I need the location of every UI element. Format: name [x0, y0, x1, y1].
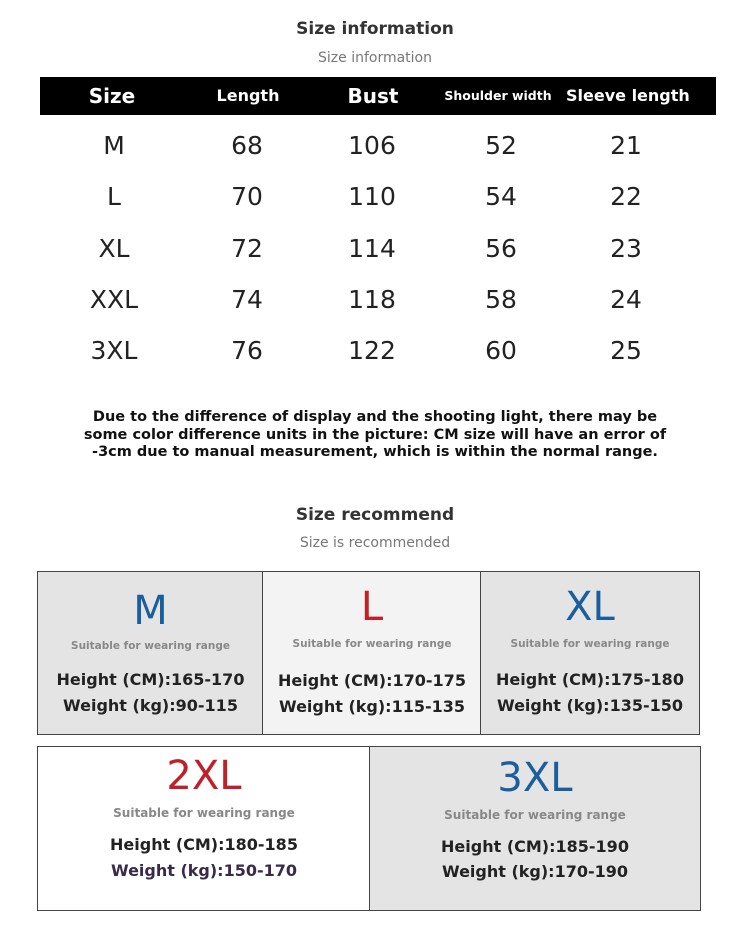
size-card-2xl	[37, 746, 371, 911]
card-range-label: Suitable for wearing range	[510, 638, 670, 650]
cell-length: 74	[231, 285, 263, 314]
size-table-header	[40, 77, 716, 115]
cell-shoulder: 52	[485, 131, 517, 160]
card-height: Height (CM):180-185	[110, 835, 298, 854]
cell-sleeve: 21	[610, 131, 642, 160]
size-card-m	[37, 571, 264, 735]
card-height: Height (CM):185-190	[441, 837, 629, 856]
card-weight: Weight (kg):115-135	[278, 697, 466, 716]
note-line: some color difference units in the picture: CM size will have an error of	[83, 426, 667, 443]
card-height: Height (CM):170-175	[278, 671, 466, 690]
size-info-title: Size information	[296, 19, 454, 39]
card-weight: Weight (kg):90-115	[63, 696, 238, 715]
cell-size: XXL	[89, 285, 139, 314]
cell-size: L	[107, 182, 121, 211]
card-range-label: Suitable for wearing range	[444, 808, 626, 822]
measurement-note	[60, 409, 690, 462]
card-height: Height (CM):175-180	[496, 670, 684, 689]
card-size-label: 2XL	[166, 753, 242, 799]
card-range-label: Suitable for wearing range	[113, 806, 295, 820]
header-size: Size	[88, 84, 136, 108]
cell-bust: 106	[348, 131, 396, 160]
size-info-subtitle: Size information	[318, 50, 432, 66]
cell-bust: 118	[348, 285, 396, 314]
size-recommend-title: Size recommend	[295, 505, 455, 525]
cell-sleeve: 22	[610, 182, 642, 211]
card-weight: Weight (kg):150-170	[110, 861, 298, 880]
card-range-label: Suitable for wearing range	[71, 640, 230, 652]
card-height: Height (CM):165-170	[56, 670, 245, 689]
cell-length: 72	[231, 234, 263, 263]
card-size-label: 3XL	[497, 755, 573, 801]
note-line: Due to the difference of display and the shooting light, there may be	[92, 409, 658, 425]
size-card-l	[262, 571, 482, 735]
card-size-label: M	[133, 588, 168, 634]
cell-bust: 110	[348, 182, 396, 211]
size-card-3xl	[369, 746, 701, 911]
note-line: -3cm due to manual measurement, which is within the normal range.	[92, 444, 658, 460]
cell-length: 68	[231, 131, 263, 160]
cell-bust: 114	[348, 234, 396, 263]
cell-sleeve: 25	[610, 336, 642, 365]
cell-sleeve: 24	[610, 285, 642, 314]
card-range-label: Suitable for wearing range	[292, 638, 452, 650]
card-weight: Weight (kg):135-150	[496, 696, 684, 715]
size-recommend-subtitle: Size is recommended	[299, 535, 451, 551]
cell-shoulder: 60	[485, 336, 517, 365]
header-sleeve-length: Sleeve length	[566, 86, 690, 105]
header-length: Length	[216, 86, 280, 105]
cell-size: 3XL	[90, 336, 138, 365]
card-weight: Weight (kg):170-190	[441, 862, 629, 881]
cell-shoulder: 58	[485, 285, 517, 314]
header-shoulder-width: Shoulder width	[444, 88, 552, 103]
cell-size: XL	[98, 234, 130, 263]
cell-size: M	[103, 131, 125, 160]
size-card-xl	[480, 571, 700, 735]
card-size-label: L	[360, 584, 384, 630]
cell-shoulder: 54	[485, 182, 517, 211]
header-bust: Bust	[347, 84, 399, 108]
cell-bust: 122	[348, 336, 396, 365]
cell-sleeve: 23	[610, 234, 642, 263]
card-size-label: XL	[565, 584, 615, 630]
cell-shoulder: 56	[485, 234, 517, 263]
cell-length: 70	[231, 182, 263, 211]
cell-length: 76	[231, 336, 263, 365]
